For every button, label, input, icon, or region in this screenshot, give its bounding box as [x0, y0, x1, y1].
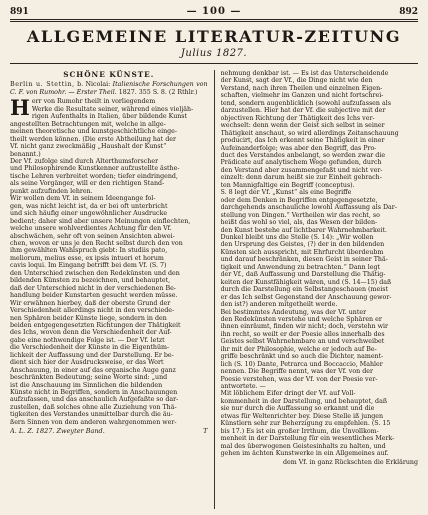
- text-line: stellung von Dingen.“ Vertheilen wir das recht, so: [220, 211, 380, 219]
- text-line: abschwächen, sehr oft von seinen Ansichten abwei-: [10, 232, 175, 240]
- text-line: daß der Unterschied nicht in der verschiedenen Be-: [10, 284, 176, 292]
- text-line: bedient; daher sind aber unsere Meinungen einflechten,: [10, 217, 191, 225]
- text-line: gen, was nicht leicht ist, da er bei oft unterbricht: [10, 202, 168, 210]
- text-line: welche unsere wohlverdientes Achtung für den Vf.: [10, 225, 172, 233]
- left-body: [10, 95, 208, 426]
- text-line: tend, sondern augenblicklich (sowohl aufzufassen als: [220, 99, 391, 107]
- text-line: Mit löblichem Eifer dringt der Vf. auf Voll-: [220, 390, 356, 398]
- text-line: objectiven Richtung der Thätigkeit des Ichs ver-: [220, 114, 375, 122]
- text-line: keiten der Kunstfähigkeit wären, und (S. 14—15) daß: [220, 278, 392, 286]
- text-line: dient sich hier der Ausdrucksweise, er das Wort: [10, 359, 164, 367]
- text-line: Künste nicht in Begriffen, sondern in Anschauungen: [10, 389, 178, 397]
- text-line: kommenheit in der Darstellung, und behauptet, daß: [220, 397, 388, 405]
- text-line: Bei bestimmtes Andeutung, was der Vf. unter: [220, 308, 367, 316]
- right-column: [215, 70, 419, 509]
- text-line: Wir erwähnen hierbey, daß der oberste Grund der: [10, 299, 171, 307]
- text-line: etwas für Weltenrichter bey. Diese Stelle iß jungen: [220, 412, 384, 420]
- text-line: err von Rumohr theilt in vorliegendem: [31, 98, 156, 106]
- right-page-number: 892: [399, 7, 418, 17]
- left-text-lines: [10, 95, 208, 426]
- text-line: beschränkten Bedeutung; seine Worte sind: „und: [10, 374, 168, 382]
- text-line: menheit in der Darstellung für ein wesentliches Merk-: [220, 435, 395, 443]
- text-line: Vf. nicht ganz zweckmäßig „Haushalt der Kunst“: [10, 143, 167, 151]
- text-line: der Kunst, sagt der Vf., die Dinge nicht wie den: [220, 77, 373, 85]
- text-line: tische Lehren verbreitet worden; tiefer eindringend,: [10, 172, 178, 180]
- text-line: wechselt: denn wenn der Geist sich selbst in seiner: [220, 122, 385, 130]
- text-line: als seine Vorgänger, will er den richtigen Stand-: [10, 180, 165, 188]
- text-line: gabe eine nothwendige Folge ist. — Der Vf. letzt: [10, 336, 165, 344]
- text-line: Künsten sich ausspricht, mit Ehrfurcht überdeubm: [220, 248, 384, 256]
- text-line: darzustellen. Hier hat der Vf. die subjective mit der: [220, 107, 386, 115]
- text-line: Dunkel bleibt uns die Stelle (S. 14): „Wir wollen: [220, 233, 374, 241]
- text-line: des Ichs, wovon denn die Verschiedenheit der Auf-: [10, 329, 172, 337]
- text-line: den Verstand aber zusammengefaßt und nicht ver-: [220, 166, 383, 174]
- text-line: meliorum, melius esse, ex ipsis intueri et horum: [10, 254, 164, 262]
- text-line: mal des überwogenen Geistesinhalts zu halten, und: [220, 442, 386, 450]
- bib-publisher: b. Nicolai:: [77, 81, 111, 89]
- text-line: durch die Darstellung ein Selbstangeschauen (meist: [220, 286, 388, 294]
- text-line: ihr mit der Philosophie, welche er jedoch auf Be-: [220, 345, 377, 353]
- text-line: nennen. Die Begriffe nennt, was der Vf. von der: [220, 368, 373, 376]
- text-line: den ist?) anderen mitgetheilt werde.: [220, 301, 338, 309]
- text-line: zustellen, daß solches ohne alle Zuziehung von Thä-: [10, 403, 177, 411]
- left-column: [10, 70, 215, 509]
- text-line: Thätigkeit anschaut, so wird allerdings Zeitanschauung: [220, 129, 399, 137]
- text-line: darchgehends anschauliche lowohl Auffassung als Dar-: [220, 204, 397, 212]
- text-line: cavis loqui. Im Eingang betrifft bei dem Vf. (S. 7): [10, 262, 167, 270]
- text-line: theilt werden können. (Die erste Abtheilung hat der: [10, 135, 176, 143]
- text-line: er das Ich selbst Gegenstand der Anschauung gewor-: [220, 293, 392, 301]
- bib-city: Berlin u. Stettin,: [10, 81, 75, 89]
- text-line: chen, wovon er uns je den Recht selbst durch den von: [10, 239, 183, 247]
- text-line: ten Mannigfaltige ein Begriff (conceptus).: [220, 181, 355, 189]
- bib-extra: 1827. 355 S. 8. (2 Rthlr.): [118, 88, 198, 96]
- bibliographic-entry: [10, 81, 208, 96]
- text-line: Der Vf. zufolge sind durch Alterthumsforscher: [10, 157, 159, 165]
- text-line: den Ursprung des Geistes, (?) der in den bildenden: [220, 241, 385, 249]
- text-line: nehmung denkbar ist. — Es ist das Unterscheidende: [220, 70, 389, 77]
- text-line: Künstlern sehr zur Beherzigung zu empfehlen. (S. 15: [220, 420, 391, 428]
- text-line: Anschauung, in einer auf das organische Auge ganz: [10, 366, 176, 374]
- text-line: Poesie verstehen, was der Vf. von der Poesie ver-: [220, 375, 378, 383]
- text-line: tigkeit und Anwendung zu betrachten.“ Dann legt: [220, 263, 381, 271]
- text-line: die Verschiedenheit der Künste in die Eigenthüm-: [10, 344, 170, 352]
- text-line: duct des Verstandes anbelangt, so werden zwar die: [220, 151, 386, 159]
- text-line: S. 8 legt der Vf. „Kunst“ als eine Begriffe: [220, 189, 352, 197]
- header-rule-second: [10, 21, 418, 22]
- text-line: bis 17.) Es ist ein großer Irrthum, die Unvollkom-: [220, 427, 379, 435]
- section-heading: SCHÖNE KÜNSTE.: [63, 70, 155, 79]
- text-line: lichkeit der Auffassung und der Darstellung. Er be-: [10, 351, 174, 359]
- text-line: rigen Aufenthalts in Italien, über bildende Kunst: [31, 113, 188, 121]
- text-line: schaften, vielmehr im Ganzen und nicht fortschrei-: [220, 92, 384, 100]
- catchword: dem Vf. in ganz Rückschten die Erklärung: [283, 458, 418, 466]
- text-line: Verstand, nach ihren Theilen und einzelnen Eigen-: [220, 84, 383, 92]
- drop-capital: H: [10, 95, 30, 121]
- header-rule: [10, 19, 418, 20]
- text-line: angestellten Betrachtungen mit, welche in allge-: [10, 120, 166, 128]
- text-line: ist die Anschauung im Sinnlichen die bildenden: [10, 381, 163, 389]
- text-line: ihm gewählten Wahlspruch giebt: In studiis pato,: [10, 247, 168, 255]
- text-line: beiden entgegengesetzten Richtungen der Thätigkeit: [10, 321, 181, 329]
- text-line: Prädicate auf analytischem Wege gefunden, durch: [220, 159, 382, 167]
- text-line: einzelt: denn darum heißt sie zur Einheit gebrach-: [220, 174, 382, 182]
- text-line: aufzufassen, und das anschaulich Aufgefaßte so dar-: [10, 396, 179, 404]
- text-line: den Redekünsten verstehe und welche Sphären er: [220, 315, 382, 323]
- text-line: Werke die Resultate seiner, während eines vieljäh-: [31, 105, 194, 113]
- text-line: antwortete. —: [220, 383, 266, 391]
- text-line: bildenden Künsten zu bezeichnen, und behauptet,: [10, 277, 171, 285]
- text-line: producirt, das Ich erkennt seine Thätigkeit in einer: [220, 137, 385, 145]
- masthead-title: ALLGEMEINE LITERATUR-ZEITUNG: [26, 27, 402, 46]
- issue-number: — 100 —: [186, 6, 242, 17]
- page-header: [10, 6, 418, 17]
- text-line: sie nur durch die Auffassung so erkannt und die: [220, 405, 375, 413]
- text-line: Wir wollen dem Vf. in seinem Ideengange fol-: [10, 195, 156, 203]
- left-page-number: 891: [10, 7, 29, 17]
- text-line: handlung beider Kunstarten gesucht werden müsse.: [10, 292, 178, 300]
- text-line: meinen theoretische und kunstgeschichtliche einge-: [10, 128, 178, 136]
- text-line: punkt aufzufinden lehren.: [10, 187, 93, 195]
- text-line: ihn recht, so weilt er der Poesie alles innerhalb des: [220, 330, 385, 338]
- text-line: und darauf beschränken, diesen Geist in seiner Thä-: [220, 256, 388, 264]
- two-column-body: [10, 70, 418, 509]
- text-line: und Philosophirende Kunstkenner aufzustellte ästhe-: [10, 165, 180, 173]
- text-line: heißt das wohl so viel, als, das Wesen der bilden-: [220, 219, 378, 227]
- text-line: und sich häufig einer ungewöhnlicher Ausdrucke: [10, 210, 168, 218]
- text-line: nen Sphären beider Künste liege, sondern in den: [10, 314, 167, 322]
- text-line: ßern Sinnen von dem anderen wahrgenommen wer-: [10, 418, 177, 426]
- text-line: ihnen einräumt, finden wir nicht; doch, verstehn wir: [220, 323, 389, 331]
- volume-note: A. L. Z. 1827. Zweyter Band.: [10, 427, 105, 436]
- left-column-footer: [10, 428, 208, 435]
- text-line: griffe beschränkt und so auch die Dichter, nament-: [220, 353, 384, 361]
- text-line: den Kunst bestehe auf lichtbarer Wahrnehmbarkeit.: [220, 226, 388, 234]
- text-line: oder dem Denken in Begriffen entgegengesetzte,: [220, 196, 378, 204]
- text-line: Verschiedenheit allerdings nicht in den verschiede-: [10, 307, 175, 315]
- masthead-rule: [10, 63, 418, 64]
- text-line: Geistes selbst Wahrnehmbare an und verschweibet: [220, 338, 385, 346]
- signature-mark: T: [203, 427, 208, 436]
- text-line: Aufeinanderfolge; was aber den Begriff, das Pro-: [220, 144, 377, 152]
- text-line: benannt.): [10, 150, 41, 158]
- text-line: der Vf., daß Auffassung und Darstellung die Thätig-: [220, 271, 386, 279]
- issue-month: Julius 1827.: [180, 48, 248, 59]
- text-line: lich (S. 10) Dante, Petrarca und Boccaccio, Mahler: [220, 360, 383, 368]
- text-line: den Unterschied zwischen den Redekünsten und den: [10, 269, 180, 277]
- text-line: gehen im ächten Kunstwerke in ein Allgemeines auf.: [220, 450, 389, 458]
- text-line: tigkeiten des Verstandes unmittelbar durch die äu-: [10, 411, 173, 419]
- bib-title: Italienische Forschungen von C. F. von Rumohr. — Erster Theil.: [10, 81, 208, 96]
- right-text-lines: [221, 70, 419, 458]
